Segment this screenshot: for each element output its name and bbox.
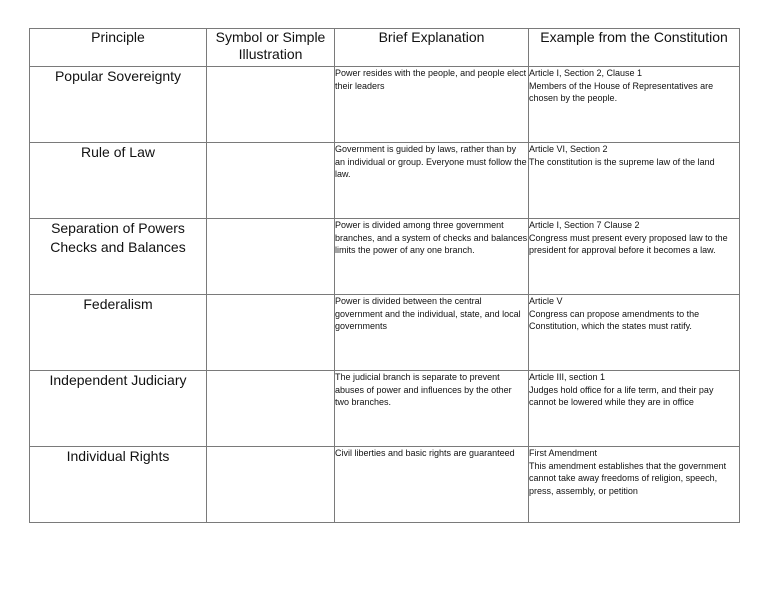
example-cell (529, 371, 740, 447)
example-cell (529, 295, 740, 371)
explanation-cell: The judicial branch is separate to prevent abuses of power and influences by the other two branches. (335, 371, 529, 447)
principle-cell: Popular Sovereignty (30, 67, 207, 143)
symbol-cell (207, 295, 335, 371)
example-title: Article I, Section 7 Clause 2 (529, 220, 640, 230)
example-title: Article V (529, 296, 563, 306)
table-row-separation-of-powers (30, 219, 740, 295)
example-cell (529, 143, 740, 219)
explanation-cell: Power is divided among three government branches, and a system of checks and balances limits the power of any one branch. (335, 219, 529, 295)
principle-cell: Separation of Powers Checks and Balances (30, 219, 207, 295)
example-cell (529, 67, 740, 143)
explanation-cell: Civil liberties and basic rights are guaranteed (335, 447, 529, 523)
symbol-cell (207, 67, 335, 143)
example-title: First Amendment (529, 448, 598, 458)
table-row-popular-sovereignty (30, 67, 740, 143)
header-row (30, 29, 740, 67)
explanation-cell: Power is divided between the central government and the individual, state, and local governments (335, 295, 529, 371)
example-cell (529, 219, 740, 295)
explanation-cell: Government is guided by laws, rather than by an individual or group. Everyone must follow the law. (335, 143, 529, 219)
example-text: This amendment establishes that the government cannot take away freedoms of religion, speech, press, assembly, or petition (529, 460, 727, 496)
example-text: The constitution is the supreme law of the land (529, 156, 715, 167)
table-row-individual-rights (30, 447, 740, 523)
symbol-cell (207, 447, 335, 523)
example-text: Members of the House of Representatives are chosen by the people. (529, 80, 714, 103)
principle-cell: Rule of Law (30, 143, 207, 219)
principles-table (29, 28, 740, 523)
example-text: Judges hold office for a life term, and their pay cannot be lowered while they are in office (529, 384, 714, 407)
example-cell (529, 447, 740, 523)
example-title: Article VI, Section 2 (529, 144, 608, 154)
table-row-rule-of-law (30, 143, 740, 219)
principle-cell: Independent Judiciary (30, 371, 207, 447)
header-example: Example from the Constitution (529, 29, 740, 67)
example-title: Article I, Section 2, Clause 1 (529, 68, 643, 78)
header-symbol: Symbol or Simple Illustration (207, 29, 335, 67)
table-row-federalism (30, 295, 740, 371)
table-row-independent-judiciary (30, 371, 740, 447)
explanation-cell: Power resides with the people, and people elect their leaders (335, 67, 529, 143)
principle-cell: Individual Rights (30, 447, 207, 523)
example-text: Congress must present every proposed law to the president for approval before it becomes a law. (529, 232, 728, 255)
principle-cell: Federalism (30, 295, 207, 371)
symbol-cell (207, 219, 335, 295)
symbol-cell (207, 143, 335, 219)
symbol-cell (207, 371, 335, 447)
header-explanation: Brief Explanation (335, 29, 529, 67)
example-title: Article III, section 1 (529, 372, 606, 382)
header-principle: Principle (30, 29, 207, 67)
example-text: Congress can propose amendments to the Constitution, which the states must ratify. (529, 308, 700, 331)
